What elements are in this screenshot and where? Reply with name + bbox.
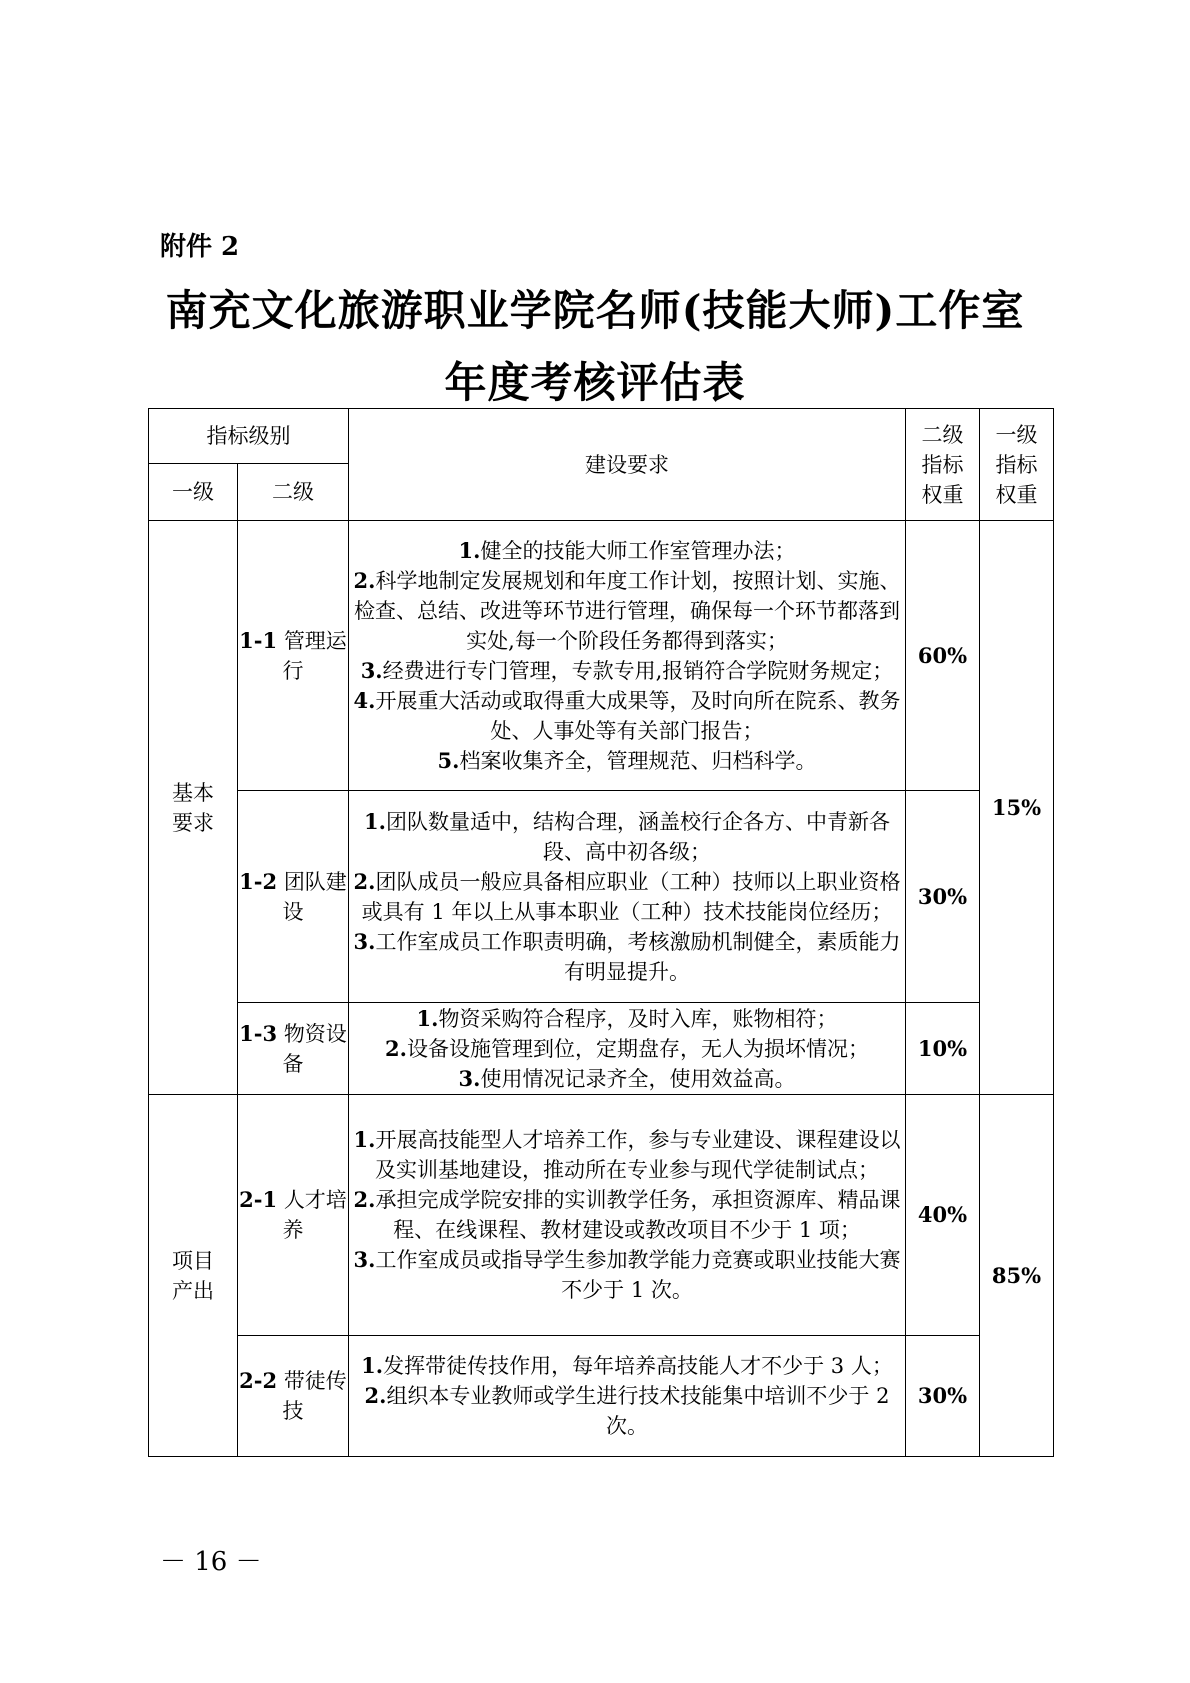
table-row [149, 521, 1054, 791]
weight2-value: 30% [906, 1336, 980, 1457]
header-level1: 一级 [149, 464, 238, 521]
weight1-value: 85% [980, 1095, 1054, 1457]
requirement-item: 1.发挥带徒传技作用，每年培养高技能人才不少于 3 人； [361, 1353, 893, 1378]
item-label: 物资设备 [282, 1021, 347, 1076]
requirements-cell [349, 521, 906, 791]
group-name-text: 项目产出 [172, 1248, 214, 1303]
requirement-item: 1.开展高技能型人才培养工作，参与专业建设、课程建设以及实训基地建设，推动所在专业参与现代学徒制试点； [353, 1127, 901, 1182]
requirement-item: 1.健全的技能大师工作室管理办法； [458, 537, 796, 563]
weight2-value: 40% [906, 1095, 980, 1336]
weight2-value: 10% [906, 1003, 980, 1095]
table-row [149, 1095, 1054, 1336]
item-code: 1-1 [239, 627, 278, 653]
attachment-label: 附件 2 [160, 232, 240, 262]
requirement-item: 4.开展重大活动或取得重大成果等，及时向所在院系、教务处、人事处等有关部门报告； [353, 687, 901, 743]
group-name-text: 基本要求 [172, 780, 214, 835]
header-weight2-line: 权重 [921, 482, 964, 507]
requirement-item: 3.使用情况记录齐全，使用效益高。 [458, 1065, 796, 1091]
requirements-cell [349, 791, 906, 1003]
document-title: 南充文化旅游职业学院名师(技能大师)工作室 [165, 286, 1025, 335]
requirement-item: 3.经费进行专门管理，专款专用,报销符合学院财务规定； [360, 657, 894, 683]
weight1-value: 15% [980, 521, 1054, 1095]
item-label: 管理运行 [282, 628, 347, 683]
weight2-value: 60% [906, 521, 980, 791]
header-weight1 [980, 409, 1054, 521]
requirement-item: 2.团队成员一般应具备相应职业（工种）技师以上职业资格或具有 1 年以上从事本职业（工种）技术技能岗位经历； [353, 868, 901, 924]
item-code: 1-3 [239, 1020, 278, 1046]
weight2-value: 30% [906, 791, 980, 1003]
table-row [149, 1336, 1054, 1457]
item-name [238, 1095, 349, 1336]
header-weight2-line: 二级 [921, 422, 964, 447]
group-name [149, 521, 238, 1095]
requirements-cell [349, 1336, 906, 1457]
item-label: 带徒传技 [282, 1369, 347, 1423]
header-weight1-line: 一级 [995, 422, 1038, 447]
requirement-item: 1.物资采购符合程序，及时入库，账物相符； [416, 1005, 838, 1031]
requirements-cell [349, 1003, 906, 1095]
requirement-item: 2.科学地制定发展规划和年度工作计划，按照计划、实施、检查、总结、改进等环节进行管理，确保每一个环节都落到实处,每一个阶段任务都得到落实； [353, 567, 901, 653]
table-row [149, 791, 1054, 1003]
evaluation-table [148, 408, 1054, 1457]
header-requirements: 建设要求 [349, 409, 906, 521]
requirement-item: 1.团队数量适中，结构合理，涵盖校行企各方、中青新各段、高中初各级； [364, 808, 890, 864]
header-index-level: 指标级别 [149, 409, 349, 464]
item-name [238, 1003, 349, 1095]
item-label: 人才培养 [282, 1188, 347, 1242]
requirement-item: 3.工作室成员或指导学生参加教学能力竞赛或职业技能大赛不少于 1 次。 [353, 1247, 901, 1302]
item-code: 2-1 [239, 1187, 278, 1212]
group-name [149, 1095, 238, 1457]
header-weight2 [906, 409, 980, 521]
item-label: 团队建设 [282, 869, 347, 924]
header-weight1-line: 权重 [995, 482, 1038, 507]
requirement-item: 2.承担完成学院安排的实训教学任务，承担资源库、精品课程、在线课程、教材建设或教改项目不少于 1 项； [353, 1187, 901, 1242]
item-code: 2-2 [239, 1368, 278, 1393]
item-name [238, 791, 349, 1003]
header-weight1-line: 指标 [995, 452, 1038, 477]
requirement-item: 3.工作室成员工作职责明确，考核激励机制健全，素质能力有明显提升。 [353, 928, 901, 984]
table-row [149, 1003, 1054, 1095]
header-weight2-line: 指标 [921, 452, 964, 477]
page-number: － 16 － [160, 1547, 262, 1577]
requirement-item: 2.设备设施管理到位，定期盘存，无人为损坏情况； [385, 1035, 869, 1061]
item-name [238, 1336, 349, 1457]
header-level2: 二级 [238, 464, 349, 521]
requirement-item: 2.组织本专业教师或学生进行技术技能集中培训不少于 2 次。 [364, 1383, 890, 1438]
item-name [238, 521, 349, 791]
requirements-cell [349, 1095, 906, 1336]
requirement-item: 5.档案收集齐全，管理规范、归档科学。 [437, 747, 817, 773]
document-subtitle: 年度考核评估表 [444, 358, 746, 407]
item-code: 1-2 [239, 868, 278, 894]
